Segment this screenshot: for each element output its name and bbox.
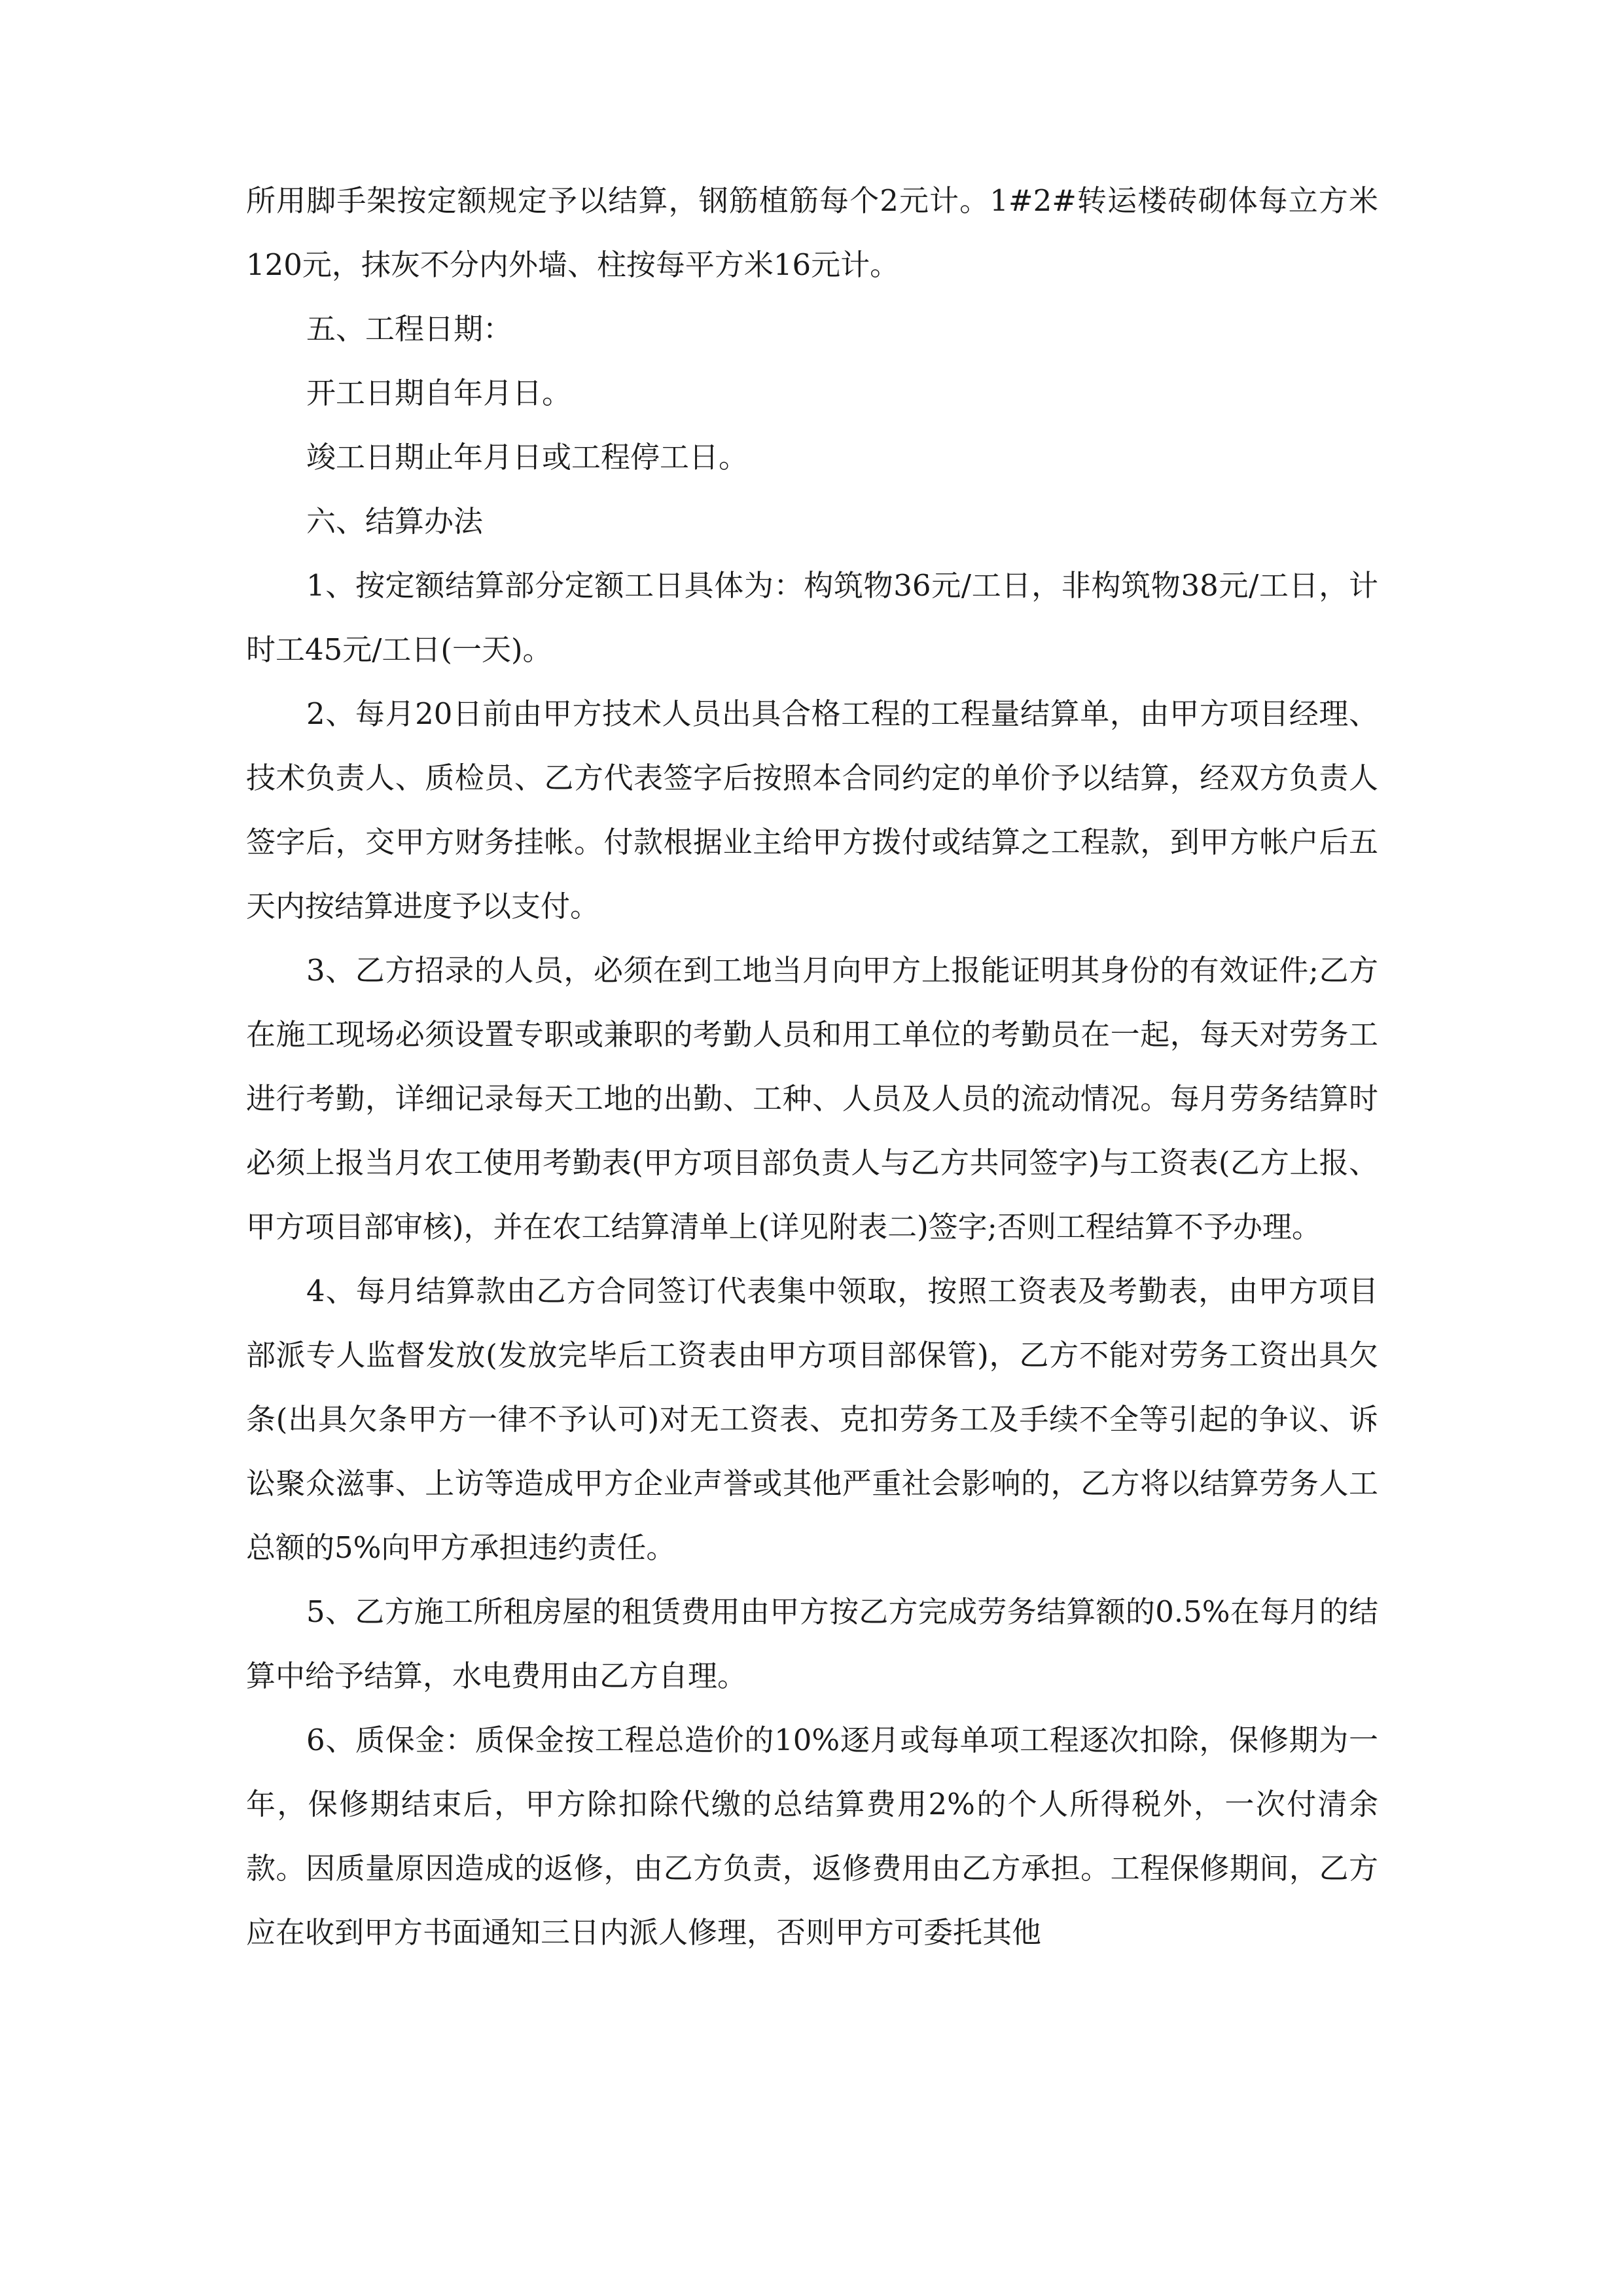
clause-4: 4、每月结算款由乙方合同签订代表集中领取，按照工资表及考勤表，由甲方项目部派专人监督发放(发放完毕后工资表由甲方项目部保管)，乙方不能对劳务工资出具欠条(出具欠条甲方一律不予认可)对无工资表、克扣劳务工及手续不全等引起的争议、诉讼聚众滋事、上访等造成甲方企业声誉或其他严重社会影响的，乙方将以结算劳务人工总额的5%向甲方承担违约责任。	[246, 1274, 1378, 1565]
clause-6: 6、质保金：质保金按工程总造价的10%逐月或每单项工程逐次扣除，保修期为一年，保修期结束后，甲方除扣除代缴的总结算费用2%的个人所得税外，一次付清余款。因质量原因造成的返修，由乙方负责，返修费用由乙方承担。工程保修期间，乙方应在收到甲方书面通知三日内派人修理，否则甲方可委托其他	[246, 1723, 1378, 1950]
clause-1: 1、按定额结算部分定额工日具体为：构筑物36元/工日，非构筑物38元/工日，计时工45元/工日(一天)。	[246, 568, 1378, 667]
section-heading-schedule: 五、工程日期：	[306, 312, 513, 346]
paragraph-start-date: 开工日期自年月日。	[306, 376, 572, 410]
document-page	[246, 169, 1378, 1965]
clause-5: 5、乙方施工所租房屋的租赁费用由甲方按乙方完成劳务结算额的0.5%在每月的结算中给予结算，水电费用由乙方自理。	[246, 1594, 1378, 1693]
clause-3: 3、乙方招录的人员，必须在到工地当月向甲方上报能证明其身份的有效证件;乙方在施工现场必须设置专职或兼职的考勤人员和用工单位的考勤员在一起，每天对劳务工进行考勤，详细记录每天工地的出勤、工种、人员及人员的流动情况。每月劳务结算时必须上报当月农工使用考勤表(甲方项目部负责人与乙方共同签字)与工资表(乙方上报、甲方项目部审核)，并在农工结算清单上(详见附表二)签字;否则工程结算不予办理。	[246, 953, 1378, 1244]
paragraph-continuation: 所用脚手架按定额规定予以结算，钢筋植筋每个2元计。1#2#转运楼砖砌体每立方米120元，抹灰不分内外墙、柱按每平方米16元计。	[246, 183, 1378, 282]
paragraph-end-date: 竣工日期止年月日或工程停工日。	[306, 440, 749, 475]
section-heading-settlement: 六、结算办法	[306, 504, 484, 539]
clause-2: 2、每月20日前由甲方技术人员出具合格工程的工程量结算单，由甲方项目经理、技术负责人、质检员、乙方代表签字后按照本合同约定的单价予以结算，经双方负责人签字后，交甲方财务挂帐。付款根据业主给甲方拨付或结算之工程款，到甲方帐户后五天内按结算进度予以支付。	[246, 696, 1378, 924]
